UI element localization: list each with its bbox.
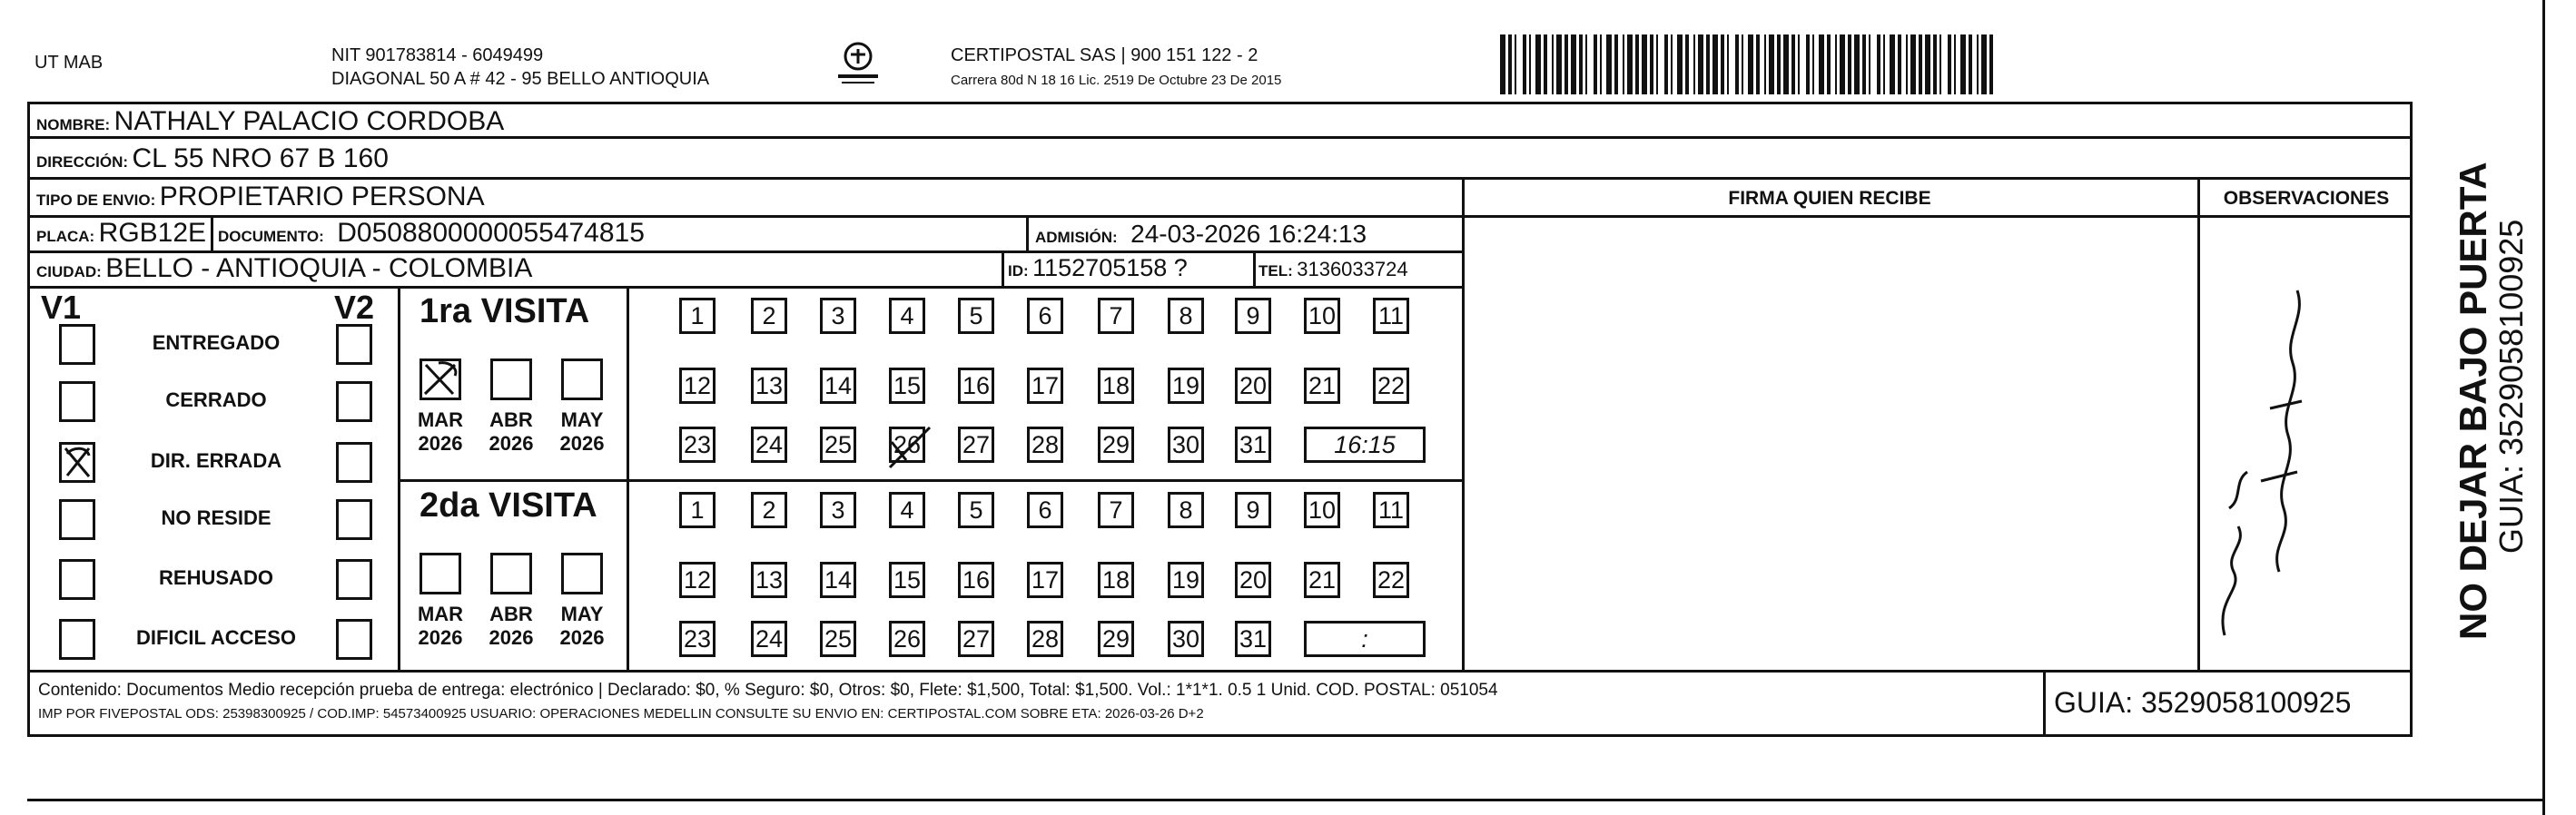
day-box[interactable] bbox=[1027, 562, 1063, 598]
day-box[interactable] bbox=[679, 427, 716, 463]
day-number: 30 bbox=[1171, 431, 1200, 458]
day-box[interactable] bbox=[889, 368, 925, 404]
footer-impresion: IMP POR FIVEPOSTAL ODS: 25398300925 / COD.IMP: 54573400925 USUARIO: OPERACIONES MEDELLIN CONSULTE SU ENVIO EN: CERTIPOSTAL.COM SOBRE ETA: 2026-03-26 D+2 bbox=[38, 706, 1204, 722]
day-number: 28 bbox=[1031, 431, 1060, 458]
id-label: ID: bbox=[1008, 262, 1029, 280]
day-number: 19 bbox=[1171, 372, 1200, 399]
day-box[interactable] bbox=[1027, 621, 1063, 657]
day-box[interactable] bbox=[889, 562, 925, 598]
admision-row bbox=[1035, 220, 1367, 249]
documento-row bbox=[218, 218, 645, 249]
observaciones-header: OBSERVACIONES bbox=[2223, 188, 2390, 209]
tel-row bbox=[1258, 258, 1408, 281]
day-number: 2 bbox=[762, 302, 776, 329]
day-number: 5 bbox=[969, 496, 983, 524]
day-number: 9 bbox=[1246, 302, 1260, 329]
footer-contenido: Contenido: Documentos Medio recepción prueba de entrega: electrónico | Declarado: $0, % Seguro: $0, Otros: $0, Flete: $1,500, Total: $1,500. Vol.: 1*1*1. 0.5 1 Unid. COD. POSTAL: 051054 bbox=[38, 681, 1498, 700]
day-number: 21 bbox=[1308, 372, 1337, 399]
carrier-name: CERTIPOSTAL SAS | 900 151 122 - 2 bbox=[951, 45, 1258, 65]
nombre-value: NATHALY PALACIO CORDOBA bbox=[114, 106, 505, 136]
day-box[interactable] bbox=[889, 621, 925, 657]
day-number: 26 bbox=[893, 431, 922, 458]
day-number: 12 bbox=[683, 566, 712, 594]
day-box[interactable] bbox=[1235, 427, 1271, 463]
day-box[interactable] bbox=[1027, 298, 1063, 334]
month-checkbox[interactable] bbox=[561, 358, 603, 400]
id-row bbox=[1008, 254, 1188, 282]
day-box[interactable] bbox=[958, 621, 994, 657]
certipostal-logo bbox=[831, 36, 885, 91]
month-name: MAR bbox=[417, 603, 464, 625]
day-number: 3 bbox=[831, 496, 845, 524]
day-number: 17 bbox=[1031, 372, 1060, 399]
admision-label: ADMISIÓN: bbox=[1035, 229, 1118, 246]
month-label bbox=[409, 603, 472, 650]
day-number: 3 bbox=[831, 302, 845, 329]
month-year: 2026 bbox=[418, 626, 463, 649]
day-box[interactable] bbox=[1098, 621, 1134, 657]
day-number: 2 bbox=[762, 496, 776, 524]
day-number: 1 bbox=[690, 302, 705, 329]
day-box[interactable] bbox=[958, 492, 994, 528]
sender-address: DIAGONAL 50 A # 42 - 95 BELLO ANTIOQUIA bbox=[331, 69, 710, 89]
day-box[interactable] bbox=[1098, 298, 1134, 334]
nit-text: NIT 901783814 - 6049499 bbox=[331, 45, 544, 65]
month-checkbox[interactable] bbox=[561, 553, 603, 594]
placa-row bbox=[36, 218, 206, 249]
v1-checkbox[interactable] bbox=[59, 381, 95, 422]
day-box[interactable] bbox=[820, 427, 856, 463]
day-box[interactable] bbox=[1168, 427, 1204, 463]
day-box[interactable] bbox=[1168, 298, 1204, 334]
day-number: 23 bbox=[683, 625, 712, 653]
day-box[interactable] bbox=[751, 621, 787, 657]
day-box[interactable] bbox=[889, 427, 925, 463]
day-number: 6 bbox=[1038, 496, 1052, 524]
day-number: 20 bbox=[1239, 372, 1268, 399]
month-label bbox=[479, 408, 543, 456]
day-number: 12 bbox=[683, 372, 712, 399]
day-number: 29 bbox=[1101, 431, 1130, 458]
right-margin-line bbox=[2542, 0, 2545, 815]
day-number: 31 bbox=[1239, 431, 1268, 458]
day-number: 14 bbox=[824, 566, 853, 594]
visit-title: 1ra VISITA bbox=[419, 292, 590, 330]
time-box[interactable]: : bbox=[1304, 621, 1426, 657]
carrier-address: Carrera 80d N 18 16 Lic. 2519 De Octubre 23 De 2015 bbox=[951, 73, 1282, 88]
month-name: MAR bbox=[417, 408, 464, 431]
status-option-label: ENTREGADO bbox=[152, 331, 281, 354]
day-box[interactable] bbox=[1235, 492, 1271, 528]
day-number: 10 bbox=[1308, 302, 1337, 329]
day-number: 9 bbox=[1246, 496, 1260, 524]
day-box[interactable] bbox=[679, 562, 716, 598]
day-box[interactable] bbox=[820, 368, 856, 404]
tel-label: TEL: bbox=[1258, 262, 1293, 280]
day-box[interactable] bbox=[1168, 492, 1204, 528]
month-year: 2026 bbox=[418, 432, 463, 455]
day-box[interactable] bbox=[1304, 562, 1340, 598]
v1-header: V1 bbox=[41, 289, 82, 326]
day-box[interactable] bbox=[889, 492, 925, 528]
month-name: ABR bbox=[489, 408, 533, 431]
day-number: 7 bbox=[1109, 302, 1123, 329]
month-year: 2026 bbox=[489, 432, 534, 455]
status-option-label: DIR. ERRADA bbox=[150, 449, 282, 472]
tel-value: 3136033724 bbox=[1297, 258, 1408, 280]
day-number: 14 bbox=[824, 372, 853, 399]
month-checkbox[interactable] bbox=[419, 553, 461, 594]
day-box[interactable] bbox=[1027, 368, 1063, 404]
day-number: 10 bbox=[1308, 496, 1337, 524]
v1-checkbox[interactable] bbox=[59, 324, 95, 365]
month-name: MAY bbox=[560, 408, 604, 431]
day-box[interactable] bbox=[820, 298, 856, 334]
day-number: 16 bbox=[962, 566, 991, 594]
day-box[interactable] bbox=[820, 562, 856, 598]
tipo-row bbox=[36, 182, 485, 212]
tipo-value: PROPIETARIO PERSONA bbox=[159, 182, 485, 211]
day-box[interactable] bbox=[1098, 427, 1134, 463]
day-box[interactable] bbox=[679, 492, 716, 528]
day-box[interactable] bbox=[1098, 492, 1134, 528]
day-box[interactable] bbox=[1168, 368, 1204, 404]
nombre-row bbox=[36, 106, 504, 137]
month-checkbox[interactable] bbox=[490, 358, 532, 400]
month-label bbox=[550, 603, 614, 650]
firma-header: FIRMA QUIEN RECIBE bbox=[1728, 188, 1931, 209]
day-box[interactable] bbox=[1235, 562, 1271, 598]
day-box[interactable] bbox=[679, 298, 716, 334]
v1-checkbox[interactable] bbox=[59, 559, 95, 600]
month-label bbox=[550, 408, 614, 456]
month-checkbox[interactable] bbox=[490, 553, 532, 594]
day-box[interactable] bbox=[1235, 621, 1271, 657]
month-label bbox=[479, 603, 543, 650]
ciudad-label: CIUDAD: bbox=[36, 263, 102, 280]
day-box[interactable] bbox=[958, 562, 994, 598]
day-number: 30 bbox=[1171, 625, 1200, 653]
placa-label: PLACA: bbox=[36, 228, 95, 245]
day-number: 18 bbox=[1101, 372, 1130, 399]
visit-title: 2da VISITA bbox=[419, 486, 597, 525]
day-number: 1 bbox=[690, 496, 705, 524]
footer-guia: GUIA: 3529058100925 bbox=[2054, 686, 2352, 719]
v2-checkbox[interactable] bbox=[336, 499, 372, 540]
v2-checkbox[interactable] bbox=[336, 381, 372, 422]
month-year: 2026 bbox=[559, 626, 605, 649]
day-number: 8 bbox=[1179, 302, 1193, 329]
documento-value: D0508800000055474815 bbox=[337, 218, 645, 248]
status-option-label: REHUSADO bbox=[159, 566, 273, 589]
day-number: 25 bbox=[824, 431, 853, 458]
month-name: ABR bbox=[489, 603, 533, 625]
day-box[interactable] bbox=[958, 368, 994, 404]
day-number: 15 bbox=[893, 372, 922, 399]
month-year: 2026 bbox=[559, 432, 605, 455]
day-number: 25 bbox=[824, 625, 853, 653]
day-number: 13 bbox=[755, 566, 784, 594]
day-box[interactable] bbox=[1373, 368, 1409, 404]
day-box[interactable] bbox=[1027, 492, 1063, 528]
documento-label: DOCUMENTO: bbox=[218, 228, 324, 245]
day-box[interactable] bbox=[889, 298, 925, 334]
day-box[interactable] bbox=[958, 427, 994, 463]
v2-checkbox[interactable] bbox=[336, 619, 372, 660]
day-number: 31 bbox=[1239, 625, 1268, 653]
status-option-label: CERRADO bbox=[165, 388, 267, 411]
day-box[interactable] bbox=[1373, 298, 1409, 334]
observaciones-handwriting bbox=[2206, 272, 2361, 644]
nombre-label: NOMBRE: bbox=[36, 116, 111, 133]
day-box[interactable] bbox=[1168, 562, 1204, 598]
side-guia: GUIA: 3529058100925 bbox=[2492, 219, 2530, 554]
day-number: 13 bbox=[755, 372, 784, 399]
day-box[interactable] bbox=[1373, 492, 1409, 528]
day-number: 21 bbox=[1308, 566, 1337, 594]
day-number: 4 bbox=[900, 496, 914, 524]
day-number: 22 bbox=[1377, 566, 1406, 594]
day-box[interactable] bbox=[1098, 562, 1134, 598]
day-box[interactable] bbox=[679, 621, 716, 657]
day-number: 24 bbox=[755, 625, 784, 653]
day-number: 5 bbox=[969, 302, 983, 329]
admision-value: 24-03-2026 16:24:13 bbox=[1130, 220, 1367, 248]
v2-checkbox[interactable] bbox=[336, 324, 372, 365]
v2-checkbox[interactable] bbox=[336, 442, 372, 483]
direccion-value: CL 55 NRO 67 B 160 bbox=[132, 143, 389, 173]
day-box[interactable] bbox=[751, 368, 787, 404]
day-box[interactable] bbox=[1373, 562, 1409, 598]
day-number: 27 bbox=[962, 625, 991, 653]
month-year: 2026 bbox=[489, 626, 534, 649]
day-box[interactable] bbox=[1098, 368, 1134, 404]
day-box[interactable] bbox=[1168, 621, 1204, 657]
direccion-row bbox=[36, 143, 389, 174]
day-number: 19 bbox=[1171, 566, 1200, 594]
day-box[interactable] bbox=[679, 368, 716, 404]
time-box[interactable]: 16:15 bbox=[1304, 427, 1426, 463]
day-number: 23 bbox=[683, 431, 712, 458]
day-box[interactable] bbox=[1235, 368, 1271, 404]
day-number: 26 bbox=[893, 625, 922, 653]
day-box[interactable] bbox=[1235, 298, 1271, 334]
day-number: 11 bbox=[1377, 302, 1405, 329]
day-box[interactable] bbox=[1304, 368, 1340, 404]
day-number: 20 bbox=[1239, 566, 1268, 594]
day-number: 16 bbox=[962, 372, 991, 399]
v1-checkbox[interactable] bbox=[59, 619, 95, 660]
v1-checkbox[interactable] bbox=[59, 442, 95, 483]
month-name: MAY bbox=[560, 603, 604, 625]
day-box[interactable] bbox=[751, 492, 787, 528]
day-number: 28 bbox=[1031, 625, 1060, 653]
day-box[interactable] bbox=[1304, 298, 1340, 334]
day-number: 7 bbox=[1109, 496, 1123, 524]
bottom-edge-line bbox=[27, 799, 2542, 801]
day-number: 27 bbox=[962, 431, 991, 458]
day-box[interactable] bbox=[1027, 427, 1063, 463]
placa-value: RGB12E bbox=[98, 218, 207, 248]
v2-checkbox[interactable] bbox=[336, 559, 372, 600]
ciudad-value: BELLO - ANTIOQUIA - COLOMBIA bbox=[105, 253, 533, 283]
v2-header: V2 bbox=[334, 289, 375, 326]
sender-code: UT MAB bbox=[35, 53, 104, 73]
month-checkbox[interactable] bbox=[419, 358, 461, 400]
status-option-label: NO RESIDE bbox=[161, 506, 271, 529]
day-number: 6 bbox=[1038, 302, 1052, 329]
side-warning: NO DEJAR BAJO PUERTA bbox=[2452, 162, 2494, 640]
day-number: 17 bbox=[1031, 566, 1060, 594]
month-label bbox=[409, 408, 472, 456]
status-option-label: DIFICIL ACCESO bbox=[135, 626, 296, 649]
day-number: 15 bbox=[893, 566, 922, 594]
barcode bbox=[1500, 34, 1999, 94]
day-box[interactable] bbox=[1304, 492, 1340, 528]
day-box[interactable] bbox=[751, 298, 787, 334]
day-number: 29 bbox=[1101, 625, 1130, 653]
day-number: 24 bbox=[755, 431, 784, 458]
day-box[interactable] bbox=[751, 427, 787, 463]
day-number: 22 bbox=[1377, 372, 1406, 399]
day-box[interactable] bbox=[958, 298, 994, 334]
day-box[interactable] bbox=[751, 562, 787, 598]
day-number: 4 bbox=[900, 302, 914, 329]
id-value: 1152705158 ? bbox=[1032, 254, 1188, 281]
day-number: 8 bbox=[1179, 496, 1193, 524]
day-box[interactable] bbox=[820, 492, 856, 528]
day-box[interactable] bbox=[820, 621, 856, 657]
tipo-label: TIPO DE ENVIO: bbox=[36, 191, 156, 209]
direccion-label: DIRECCIÓN: bbox=[36, 153, 129, 171]
ciudad-row bbox=[36, 253, 532, 284]
v1-checkbox[interactable] bbox=[59, 499, 95, 540]
day-number: 18 bbox=[1101, 566, 1130, 594]
day-number: 11 bbox=[1377, 496, 1405, 524]
